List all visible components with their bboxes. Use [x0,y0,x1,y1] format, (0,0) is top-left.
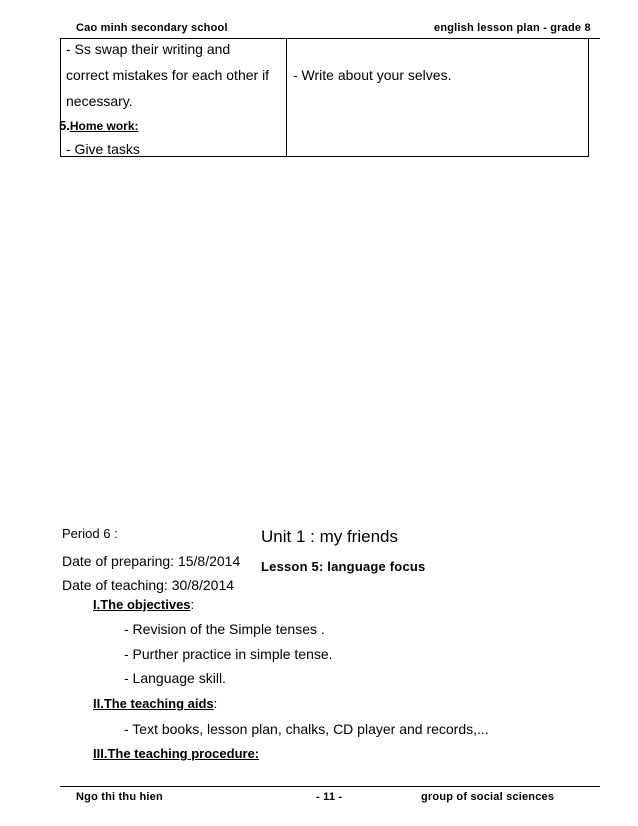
footer-rule [60,786,600,787]
aids-title: II.The teaching aids [93,696,214,711]
header-school: Cao minh secondary school [76,22,228,34]
objectives-colon: : [190,597,195,612]
date-teaching: Date of teaching: 30/8/2014 [62,577,235,593]
section-objectives [93,597,194,612]
footer-page-number: - 11 - [316,791,343,803]
table-left-line-2: correct mistakes for each other if [66,67,270,83]
objective-item-3: - Language skill. [124,670,226,686]
header-lesson-plan: english lesson plan - grade 8 [434,22,591,34]
objective-item-2: - Purther practice in simple tense. [124,646,333,662]
unit-title: Unit 1 : my friends [261,527,398,546]
section-teaching-aids [93,696,217,711]
homework-heading [59,117,139,133]
homework-label: Home work: [69,119,139,133]
table-cell-right [287,38,589,156]
aids-colon: : [213,696,218,711]
homework-number: 5. [59,118,70,133]
aids-item: - Text books, lesson plan, chalks, CD player and records,... [124,721,489,737]
footer-group: group of social sciences [421,791,555,803]
footer-author: Ngo thi thu hien [76,791,163,803]
date-preparing: Date of preparing: 15/8/2014 [62,553,241,569]
procedure-title: III.The teaching procedure: [93,746,260,761]
table-left-line-1: - Ss swap their writing and [66,41,231,57]
table-left-line-3: necessary. [66,93,133,109]
objectives-title: I.The objectives [93,597,191,612]
section-procedure [93,746,259,761]
table-right-line: - Write about your selves. [293,67,452,83]
give-tasks-line: - Give tasks [66,141,140,157]
objective-item-1: - Revision of the Simple tenses . [124,621,325,637]
period-label: Period 6 : [62,526,118,541]
lesson-title: Lesson 5: language focus [261,559,426,574]
